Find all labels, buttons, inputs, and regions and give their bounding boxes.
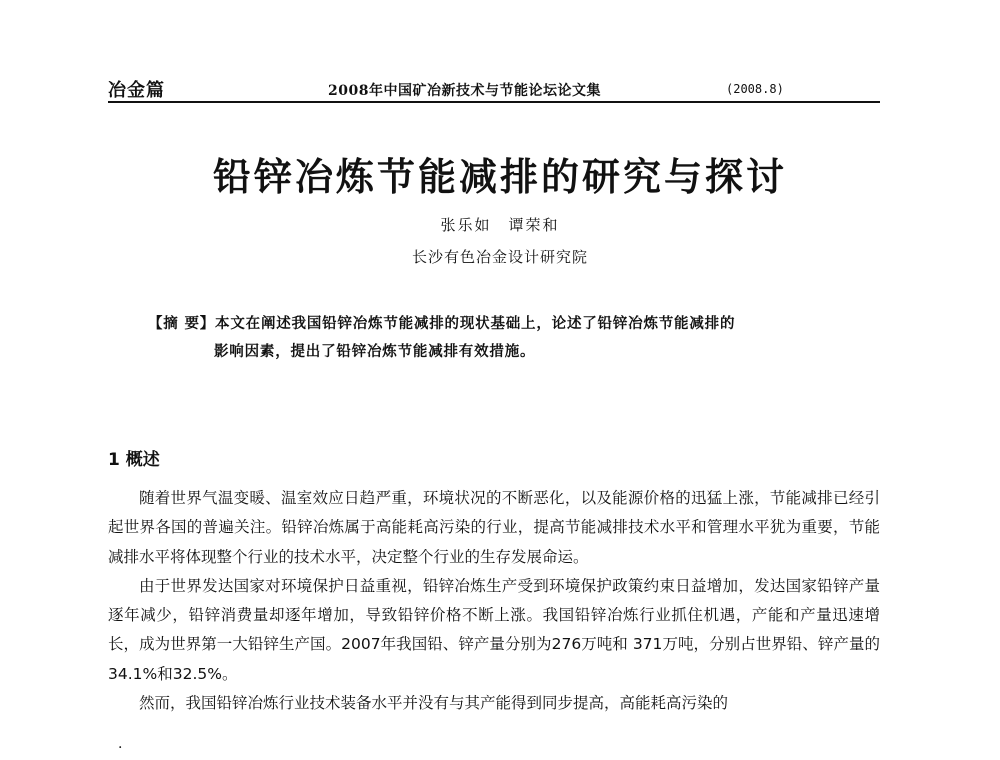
stray-mark: ·	[118, 740, 123, 756]
section-body	[108, 484, 880, 718]
running-header	[108, 74, 880, 104]
affiliation: 长沙有色冶金设计研究院	[411, 248, 588, 266]
abstract-line-1: 【摘 要】本文在阐述我国铅锌冶炼节能减排的现状基础上，论述了铅锌冶炼节能减排的	[148, 315, 736, 332]
abstract	[148, 310, 868, 366]
paragraph-2: 由于世界发达国家对环境保护日益重视，铅锌冶炼生产受到环境保护政策约束日益增加，发达国家铅锌产量逐年减少，铅锌消费量却逐年增加，导致铅锌价格不断上涨。我国铅锌冶炼行业抓住机遇，产能和产量迅速增长，成为世界第一大铅锌生产国。2007年我国铅、锌产量分别为276万吨和 371万吨，分别占世界铅、锌产量的34.1%和32.5%。	[108, 576, 880, 683]
paper-title: 铅锌冶炼节能减排的研究与探讨	[212, 154, 787, 199]
header-rule	[108, 101, 880, 103]
paragraph-1: 随着世界气温变暖、温室效应日趋严重，环境状况的不断恶化，以及能源价格的迅猛上涨，节能减排已经引起世界各国的普遍关注。铅锌冶炼属于高能耗高污染的行业，提高节能减排技术水平和管理水平犹为重要，节能减排水平将体现整个行业的技术水平，决定整个行业的生存发展命运。	[108, 489, 880, 566]
header-section-name: 冶金篇	[108, 80, 165, 101]
header-proceedings-title: 2008年中国矿冶新技术与节能论坛论文集	[328, 83, 601, 99]
abstract-line-2: 影响因素，提出了铅锌冶炼节能减排有效措施。	[214, 343, 536, 360]
header-date: (2008.8)	[726, 82, 784, 96]
paragraph-3: 然而，我国铅锌冶炼行业技术装备水平并没有与其产能得到同步提高，高能耗高污染的	[139, 694, 729, 713]
authors: 张乐如 谭荣和	[440, 216, 560, 234]
section-heading: 1 概述	[108, 450, 160, 470]
